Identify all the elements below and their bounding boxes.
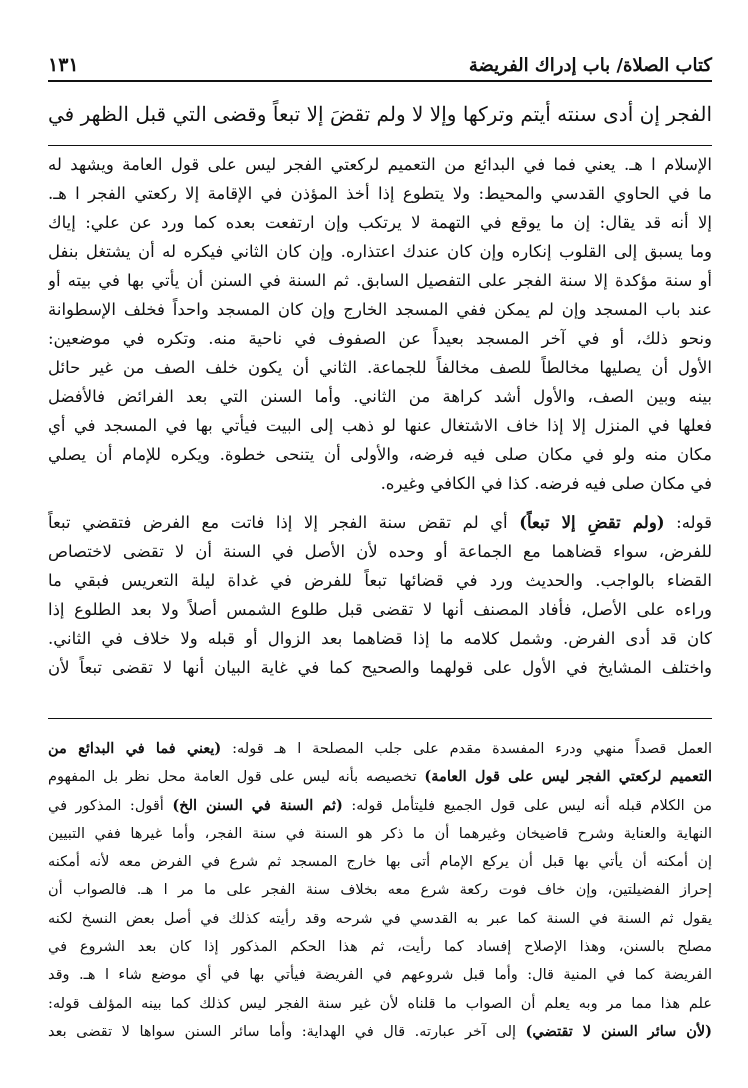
commentary-continuation: أي لم تقض سنة الفجر إلا إذا فاتت مع الفرض فتقضي تبعاً bbox=[48, 513, 520, 532]
header-rule bbox=[48, 80, 712, 82]
commentary-line: أو سنة مؤكدة إلا سنة الفجر على التفصيل السابق. ثم السنة في السنن أن يأتي بها في بيته أو bbox=[48, 271, 712, 290]
gloss-quote: التعميم لركعتي الفجر ليس على قول العامة) bbox=[424, 768, 712, 786]
commentary-text bbox=[48, 150, 712, 682]
commentary-line: عند باب المسجد وإن لم يمكن ففي المسجد الخارج وإن كان المسجد واحداً فخلف الإسطوانة bbox=[48, 300, 712, 319]
gloss-segment: إلى آخر عبارته. قال في الهداية: وأما سائر السنن سواها لا تقضى بعد bbox=[48, 1023, 526, 1040]
commentary-line: للفرض، سواء قضاهما مع الجماعة أو وحده لأن الأصل في السنة أن لا تقضى لاختصاص bbox=[48, 542, 712, 561]
commentary-line: فعلها في المنزل إلا إذا خاف الاشتغال عنها لو ذهب إلى البيت فيأتي بها في المسجد في أي bbox=[48, 416, 712, 435]
commentary-line bbox=[48, 508, 712, 537]
gloss-line: إحراز الفضيلتين، وإن خاف فوت ركعة شرع معه بخلاف سنة الفجر على ما مر ا هـ. فالصواب أن bbox=[48, 882, 712, 899]
gloss-quote: (ثم السنة في السنن الخ) bbox=[172, 796, 343, 814]
commentary-line: الإسلام ا هـ. يعني فما في البدائع من التعميم لركعتي الفجر ليس على قول العامة ويشهد له bbox=[48, 155, 712, 174]
commentary-line: ما في الحاوي القدسي والمحيط: ولا يتطوع إذا أخذ المؤذن في الإقامة إلا ركعتي الفجر ا هـ. bbox=[48, 184, 712, 203]
gloss-line bbox=[48, 1018, 712, 1046]
commentary-line: الأول أن يصليها مخالطاً للصف مخالفاً للجماعة. الثاني أن يكون خلف الصف من غير حائل bbox=[48, 358, 712, 377]
commentary-line: وراءه على الأصل، فأفاد المصنف أنها لا تقضى قبل طلوع الشمس أصلاً ولا بعد الطلوع إذا bbox=[48, 600, 712, 619]
gloss-line: يقول ثم السنة في السنة كما عبر به القدسي في شرحه وقد رأيته كذلك في أصل بعض النسخ لكنه bbox=[48, 910, 712, 927]
gloss-segment: من الكلام قبله أنه ليس على قول الجميع فليتأمل قوله: bbox=[342, 797, 712, 814]
gloss-line bbox=[48, 792, 712, 820]
gloss-segment: العمل قصداً منهي ودرء المفسدة مقدم على جلب المصلحة ا هـ قوله: bbox=[221, 741, 712, 757]
gloss-line: إن أمكنه أن يأتي بها قبل أن يركع الإمام أتى بها خارج المسجد ثم شرع في الفرض معه لأنه أمكنه bbox=[48, 854, 712, 871]
gloss-segment: تخصيصه بأنه ليس على قول العامة محل نظر بل المفهوم bbox=[48, 769, 425, 786]
quoted-matn: (ولم تقضِ إلا تبعاً) bbox=[519, 513, 665, 532]
commentary-line: ونحو ذلك، أو في آخر المسجد بعيداً عن الصفوف في ناحية منه. وتكره في موضعين: bbox=[48, 329, 712, 348]
footnote-rule bbox=[48, 718, 712, 719]
gloss-segment: أقول: المذكور في bbox=[48, 797, 173, 814]
gloss-line bbox=[48, 763, 712, 791]
commentary-line: وما يسبق إلى القلوب إنكاره وإن كان عندك اعتذاره. وإن كان الثاني فيكره له أن يشتغل بنفل bbox=[48, 242, 712, 261]
commentary-line: القضاء بالواجب. والحديث ورد في قضائها تبعاً للفرض في غداة ليلة التعريس فبقي ما bbox=[48, 571, 712, 590]
commentary-line: بينه وبين الصف، والأول أشد كراهة من الثاني. وأما السنن التي بعد الفرائض فالأفضل bbox=[48, 387, 712, 406]
running-title: كتاب الصلاة/ باب إدراك الفريضة bbox=[468, 55, 712, 76]
commentary-line: واختلف المشايخ في الأول على قولهما والصحيح كما في غاية البيان أنها لا تقضى تبعاً لأن bbox=[48, 658, 712, 677]
commentary-line: مكان منه ولو في مكان صلى فيه فرضه، والأولى أن يتنحى خطوة. ويكره للإمام أن يصلي bbox=[48, 445, 712, 464]
commentary-line: في مكان صلى فيه فرضه. كذا في الكافي وغيره. bbox=[380, 474, 712, 493]
gloss-line: مصلح بالسنن، وهذا الإصلاح إفساد كما رأيت، ثم هذا الحكم المذكور إذا كان بعد الشروع في bbox=[48, 939, 712, 956]
gloss-line: النهاية والعناية وشرح قاضيخان وغيرهما أن ما ذكر هو السنة في سنة الفجر، وأما غيرها ففي التبيين bbox=[48, 825, 712, 842]
page-header bbox=[48, 42, 712, 76]
commentary-line: إلا أنه قد يقال: إن ما يوقع في التهمة لا يرتكب وإن ارتفعت بعده كما ورد عن علي: إياك bbox=[48, 213, 712, 232]
gloss-line: الفريضة كما في المنية قال: وأما قبل شروعهم في الفريضة فيأتي بها في أي موضع شاء ا هـ. وقد bbox=[48, 967, 712, 984]
page-number: ١٣١ bbox=[48, 54, 79, 76]
gloss-quote: (لأن سائر السنن لا تقتضي) bbox=[525, 1022, 712, 1040]
gloss-text bbox=[48, 735, 712, 1046]
commentary-line: كان قد أدى الفرض. وشمل كلامه ما إذا قضاهما بعد الزوال أو قبله ولا خلاف في الثاني. bbox=[48, 629, 712, 648]
gloss-line: علم هذا مما مر وبه يعلم أن الصواب ما قلناه لأن غير سنة الفجر ليس كذلك كما بينه المؤلف قوله: bbox=[48, 995, 712, 1012]
gloss-line bbox=[48, 735, 712, 763]
quote-intro: قوله: bbox=[664, 513, 712, 532]
matn-text: الفجر إن أدى سنته أيتم وتركها وإلا لا ولم تقضَ إلا تبعاً وقضى التي قبل الظهر في bbox=[48, 102, 712, 126]
gloss-quote: (يعني فما في البدائع من bbox=[48, 740, 222, 757]
matn-rule bbox=[48, 145, 712, 146]
paragraph-gap bbox=[48, 498, 712, 508]
